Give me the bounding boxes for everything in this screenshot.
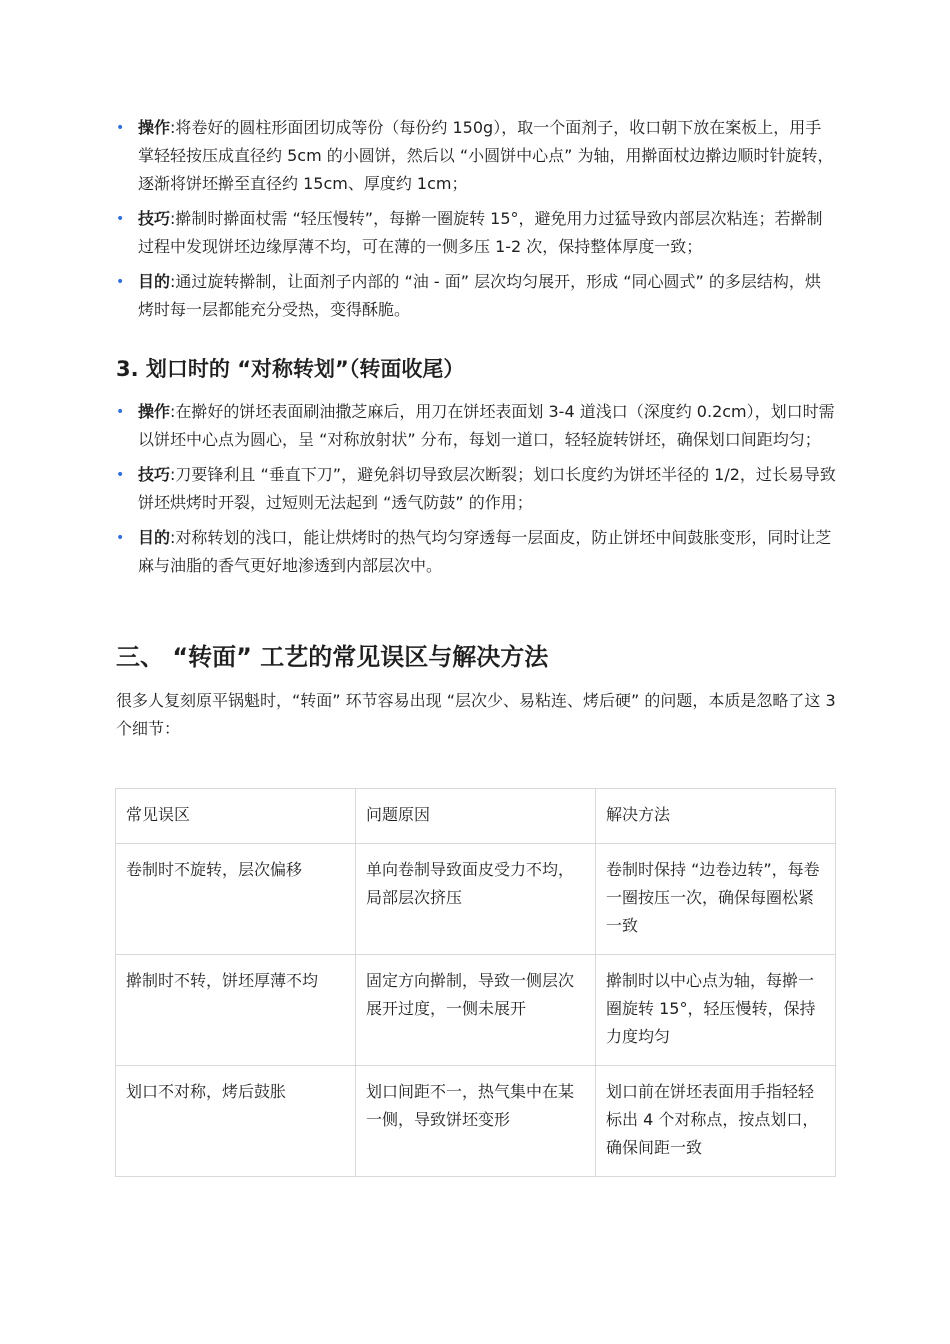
list-item: • 目的:对称转划的浅口，能让烘烤时的热气均匀穿透每一层面皮，防止饼坯中间鼓胀变形，同时让芝麻与油脂的香气更好地渗透到内部层次中。 [116, 524, 836, 580]
item-label: 技巧 [138, 209, 171, 228]
table-header-cell: 解决方法 [596, 789, 836, 844]
subsection-heading: 3. 划口时的 “对称转划”（转面收尾） [116, 357, 465, 381]
table-cell: 单向卷制导致面皮受力不均，局部层次挤压 [356, 844, 596, 955]
table-row [116, 955, 836, 1066]
item-label: 操作 [138, 118, 171, 137]
item-label: 目的 [138, 528, 171, 547]
list-item: • 目的:通过旋转擀制，让面剂子内部的 “油 - 面” 层次均匀展开，形成 “同心圆式” 的多层结构，烘烤时每一层都能充分受热，变得酥脆。 [116, 268, 836, 324]
table-cell: 划口间距不一，热气集中在某一侧，导致饼坯变形 [356, 1066, 596, 1177]
list-item: • 操作:在擀好的饼坯表面刷油撒芝麻后，用刀在饼坯表面划 3-4 道浅口（深度约 0.2cm），划口时需以饼坯中心点为圆心，呈 “对称放射状” 分布，每划一道口，轻轻旋转饼坯，确保划口间距均匀； [116, 398, 836, 454]
table-cell: 卷制时不旋转，层次偏移 [116, 844, 356, 955]
bullet-dot-icon: • [116, 530, 125, 546]
item-text: 对称转划的浅口，能让烘烤时的热气均匀穿透每一层面皮，防止饼坯中间鼓胀变形，同时让芝麻与油脂的香气更好地渗透到内部层次中。 [138, 528, 832, 575]
bullet-dot-icon: • [116, 211, 125, 227]
bullet-dot-icon: • [116, 467, 125, 483]
item-label: 操作 [138, 402, 171, 421]
bullet-dot-icon: • [116, 274, 125, 290]
item-text: 擀制时擀面杖需 “轻压慢转”，每擀一圈旋转 15°，避免用力过猛导致内部层次粘连；若擀制过程中发现饼坯边缘厚薄不均，可在薄的一侧多压 1-2 次，保持整体厚度一致； [138, 209, 823, 256]
mistakes-table [115, 788, 836, 1177]
bullet-dot-icon: • [116, 120, 125, 136]
bullet-dot-icon: • [116, 404, 125, 420]
item-label: 技巧 [138, 465, 171, 484]
list-item: • 操作:将卷好的圆柱形面团切成等份（每份约 150g），取一个面剂子，收口朝下放在案板上，用手掌轻轻按压成直径约 5cm 的小圆饼，然后以 “小圆饼中心点” 为轴，用擀面杖边擀边顺时针旋转，逐渐将饼坯擀至直径约 15cm、厚度约 1cm； [116, 114, 836, 198]
intro-paragraph: 很多人复刻原平锅魁时，“转面” 环节容易出现 “层次少、易粘连、烤后硬” 的问题，本质是忽略了这 3 个细节： [116, 691, 836, 738]
item-text: 在擀好的饼坯表面刷油撒芝麻后，用刀在饼坯表面划 3-4 道浅口（深度约 0.2cm），划口时需以饼坯中心点为圆心，呈 “对称放射状” 分布，每划一道口，轻轻旋转饼坯，确保划口间距均匀； [138, 402, 835, 449]
item-label: 目的 [138, 272, 171, 291]
section-heading: 三、 “转面” 工艺的常见误区与解决方法 [116, 643, 549, 671]
item-text: 刀要锋利且 “垂直下刀”，避免斜切导致层次断裂；划口长度约为饼坯半径的 1/2，过长易导致饼坯烘烤时开裂，过短则无法起到 “透气防鼓” 的作用； [138, 465, 836, 512]
bullet-list-scoring [116, 398, 836, 587]
table-cell: 划口不对称，烤后鼓胀 [116, 1066, 356, 1177]
table-row [116, 1066, 836, 1177]
item-text: 将卷好的圆柱形面团切成等份（每份约 150g），取一个面剂子，收口朝下放在案板上，用手掌轻轻按压成直径约 5cm 的小圆饼，然后以 “小圆饼中心点” 为轴，用擀面杖边擀边顺时针旋转，逐渐将饼坯擀至直径约 15cm、厚度约 1cm； [138, 118, 834, 193]
table-header-row [116, 789, 836, 844]
table-header-cell: 常见误区 [116, 789, 356, 844]
list-item: • 技巧:擀制时擀面杖需 “轻压慢转”，每擀一圈旋转 15°，避免用力过猛导致内部层次粘连；若擀制过程中发现饼坯边缘厚薄不均，可在薄的一侧多压 1-2 次，保持整体厚度一致； [116, 205, 836, 261]
bullet-list-rolling [116, 114, 836, 331]
table-cell: 卷制时保持 “边卷边转”，每卷一圈按压一次，确保每圈松紧一致 [596, 844, 836, 955]
table-cell: 擀制时不转，饼坯厚薄不均 [116, 955, 356, 1066]
table-cell: 划口前在饼坯表面用手指轻轻标出 4 个对称点，按点划口，确保间距一致 [596, 1066, 836, 1177]
table-header-cell: 问题原因 [356, 789, 596, 844]
table-cell: 固定方向擀制，导致一侧层次展开过度，一侧未展开 [356, 955, 596, 1066]
item-text: 通过旋转擀制，让面剂子内部的 “油 - 面” 层次均匀展开，形成 “同心圆式” 的多层结构，烘烤时每一层都能充分受热，变得酥脆。 [138, 272, 821, 319]
table-row [116, 844, 836, 955]
table-cell: 擀制时以中心点为轴，每擀一圈旋转 15°，轻压慢转，保持力度均匀 [596, 955, 836, 1066]
list-item: • 技巧:刀要锋利且 “垂直下刀”，避免斜切导致层次断裂；划口长度约为饼坯半径的 1/2，过长易导致饼坯烘烤时开裂，过短则无法起到 “透气防鼓” 的作用； [116, 461, 836, 517]
